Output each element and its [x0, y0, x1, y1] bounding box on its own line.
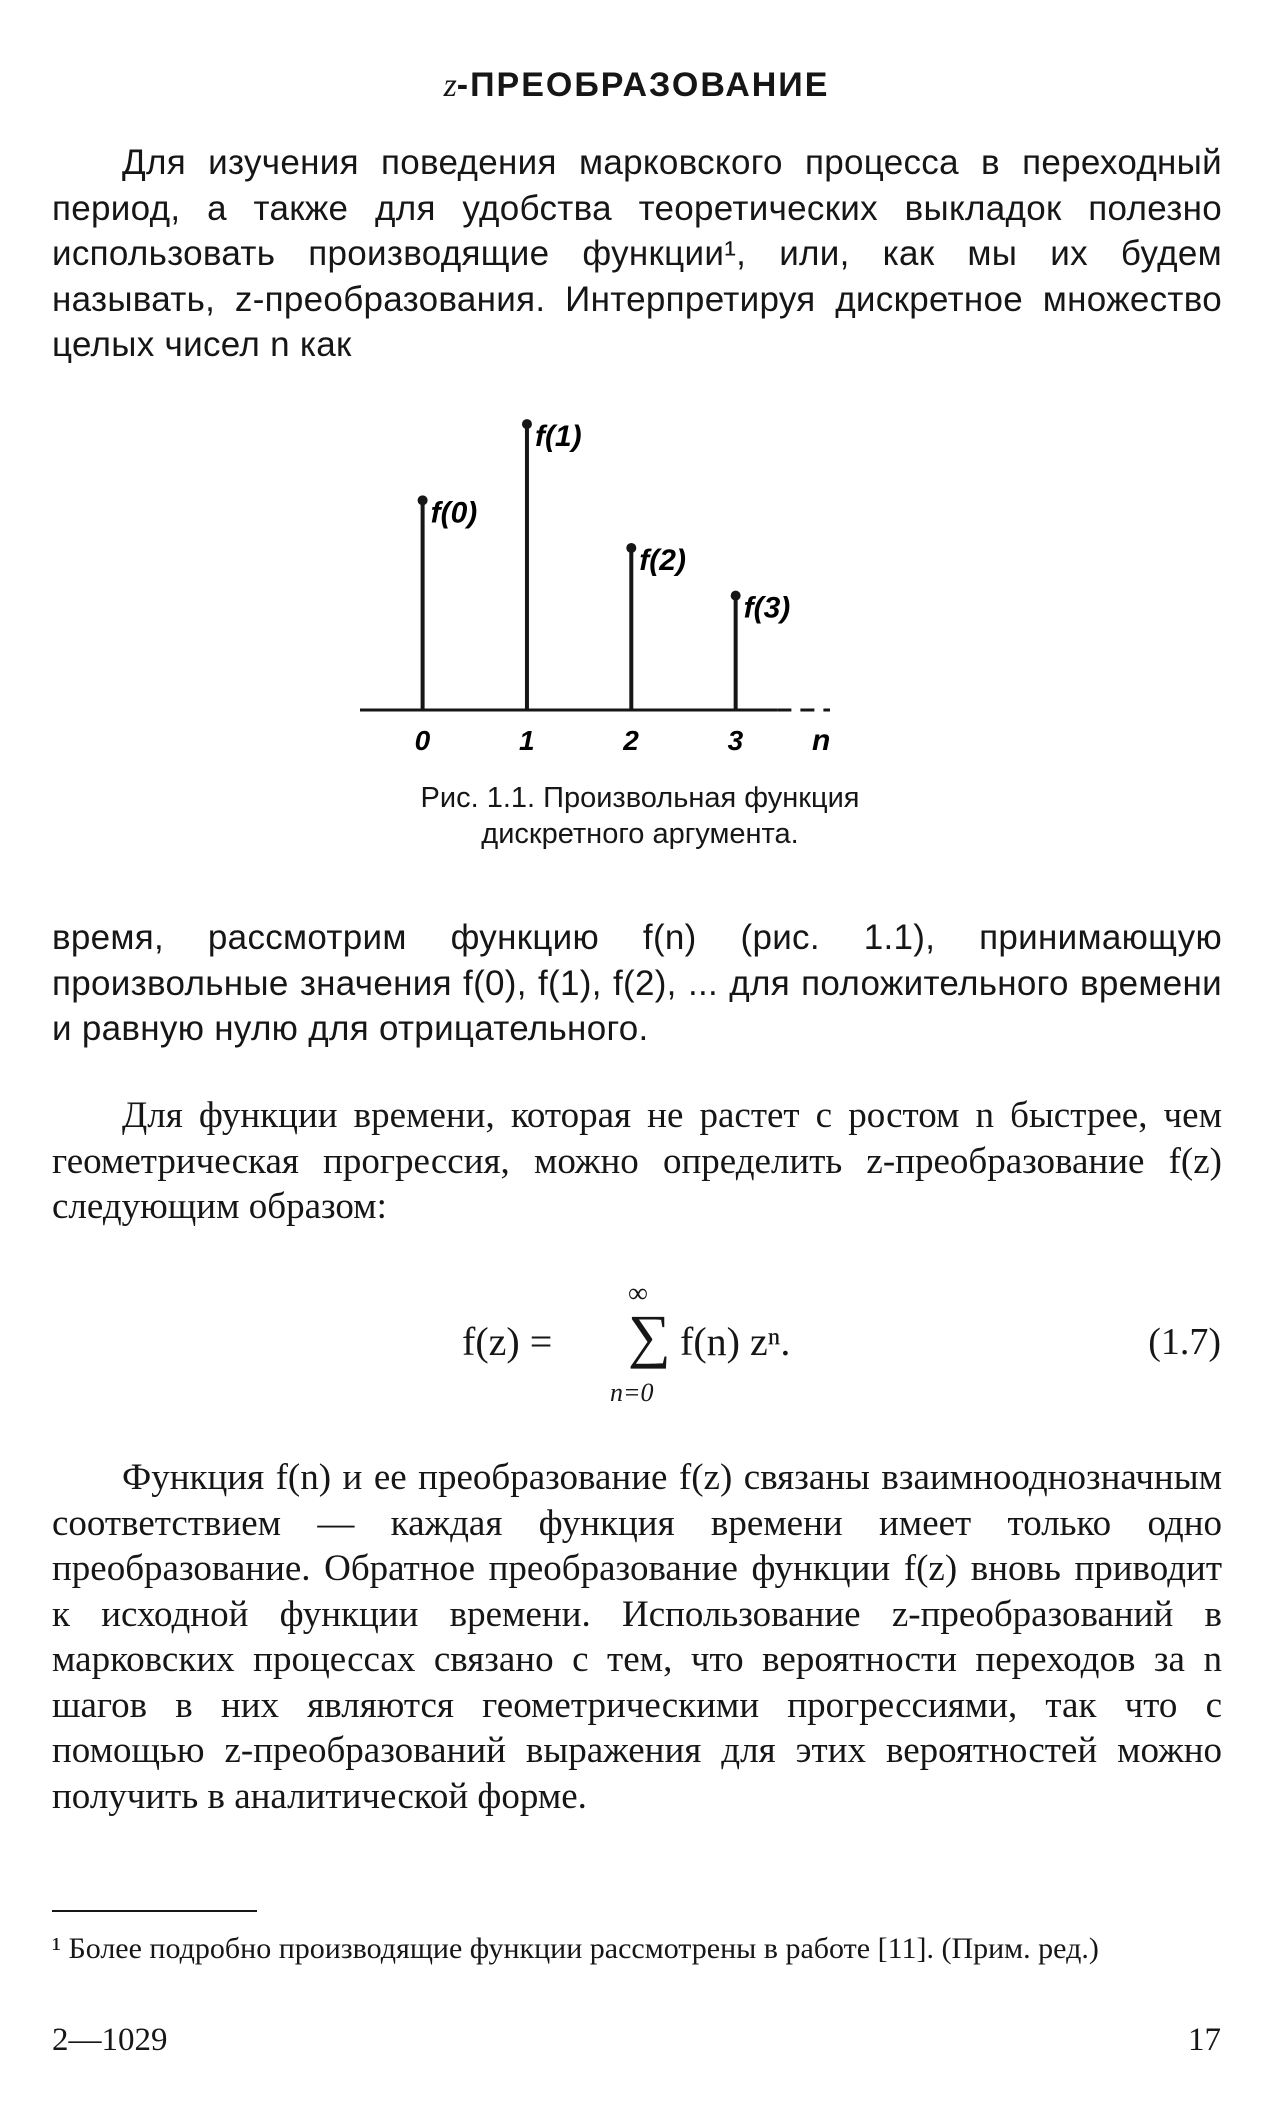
paragraph-function-def: время, рассмотрим функцию f(n) (рис. 1.1), принимающую произвольные значения f(0), f(1), f(2), ... для положительного времени и равную нулю для отрицательного. — [52, 918, 1222, 1048]
sum-symbol: ∑ — [628, 1303, 671, 1369]
x-tick-label-1: 1 — [518, 725, 535, 756]
x-tick-label-2: 2 — [623, 725, 639, 756]
sum-upper-limit: ∞ — [628, 1278, 648, 1309]
stem-label-2: f(2) — [639, 543, 686, 577]
x-tick-label-3: 3 — [727, 725, 744, 756]
stem-chart — [360, 395, 920, 765]
paragraph-intro: Для изучения поведения марковского процесса в переходный период, а также для удобства теоретических выкладок полезно использовать производящие функции¹, или, как мы их будем называть, z-преобразования. Интерпретируя дискретное множество целых чисел n как — [52, 143, 1222, 364]
equation-1-7 — [0, 1278, 1273, 1428]
page-number: 17 — [1188, 2022, 1221, 2058]
sum-lower-limit: n=0 — [610, 1378, 654, 1407]
heading-z: z — [443, 67, 457, 104]
stem-label-0: f(0) — [430, 496, 478, 530]
heading-text: -ПРЕОБРАЗОВАНИЕ — [456, 66, 830, 104]
stem-label-1: f(1) — [534, 420, 582, 454]
x-axis-label: n — [812, 724, 831, 757]
paragraph-transform-properties: Функция f(n) и ее преобразование f(z) связаны взаимнооднозначным соответствием — каждая функция времени имеет только одно преобразование. Обратное преобразование функции f(z) вновь приводит к исходной функции времени. Использование z-преобразований в марковских процессах связано с тем, что вероятности переходов за n шагов в них являются геометрическими прогрессиями, так что с помощью z-преобразований выражения для этих вероятностей можно получить в аналитической форме. — [52, 1457, 1222, 1817]
signature-mark: 2—1029 — [52, 2022, 168, 2058]
stem-head-1 — [522, 419, 532, 429]
equation-rhs: f(n) zⁿ. — [680, 1319, 791, 1364]
footnote-rule — [52, 1910, 257, 1912]
stem-head-3 — [731, 591, 741, 601]
figure-caption: Рис. 1.1. Произвольная функция дискретного аргумента. — [420, 782, 860, 850]
page-heading — [0, 66, 1273, 105]
footnote: ¹ Более подробно производящие функции рассмотрены в работе [11]. (Прим. ред.) — [52, 1932, 1099, 1965]
figure-1-1 — [360, 395, 920, 765]
equation-lhs: f(z) = — [462, 1319, 553, 1364]
stem-label-3: f(3) — [743, 591, 791, 625]
equation-number: (1.7) — [1148, 1321, 1221, 1363]
stem-head-2 — [626, 543, 636, 553]
stems-group — [415, 419, 791, 756]
paragraph-z-transform-def: Для функции времени, которая не растет с ростом n быстрее, чем геометрическая прогрессия, можно определить z-преобразование f(z) следующим образом: — [52, 1095, 1222, 1227]
x-tick-label-0: 0 — [414, 725, 431, 756]
stem-head-0 — [418, 495, 428, 505]
